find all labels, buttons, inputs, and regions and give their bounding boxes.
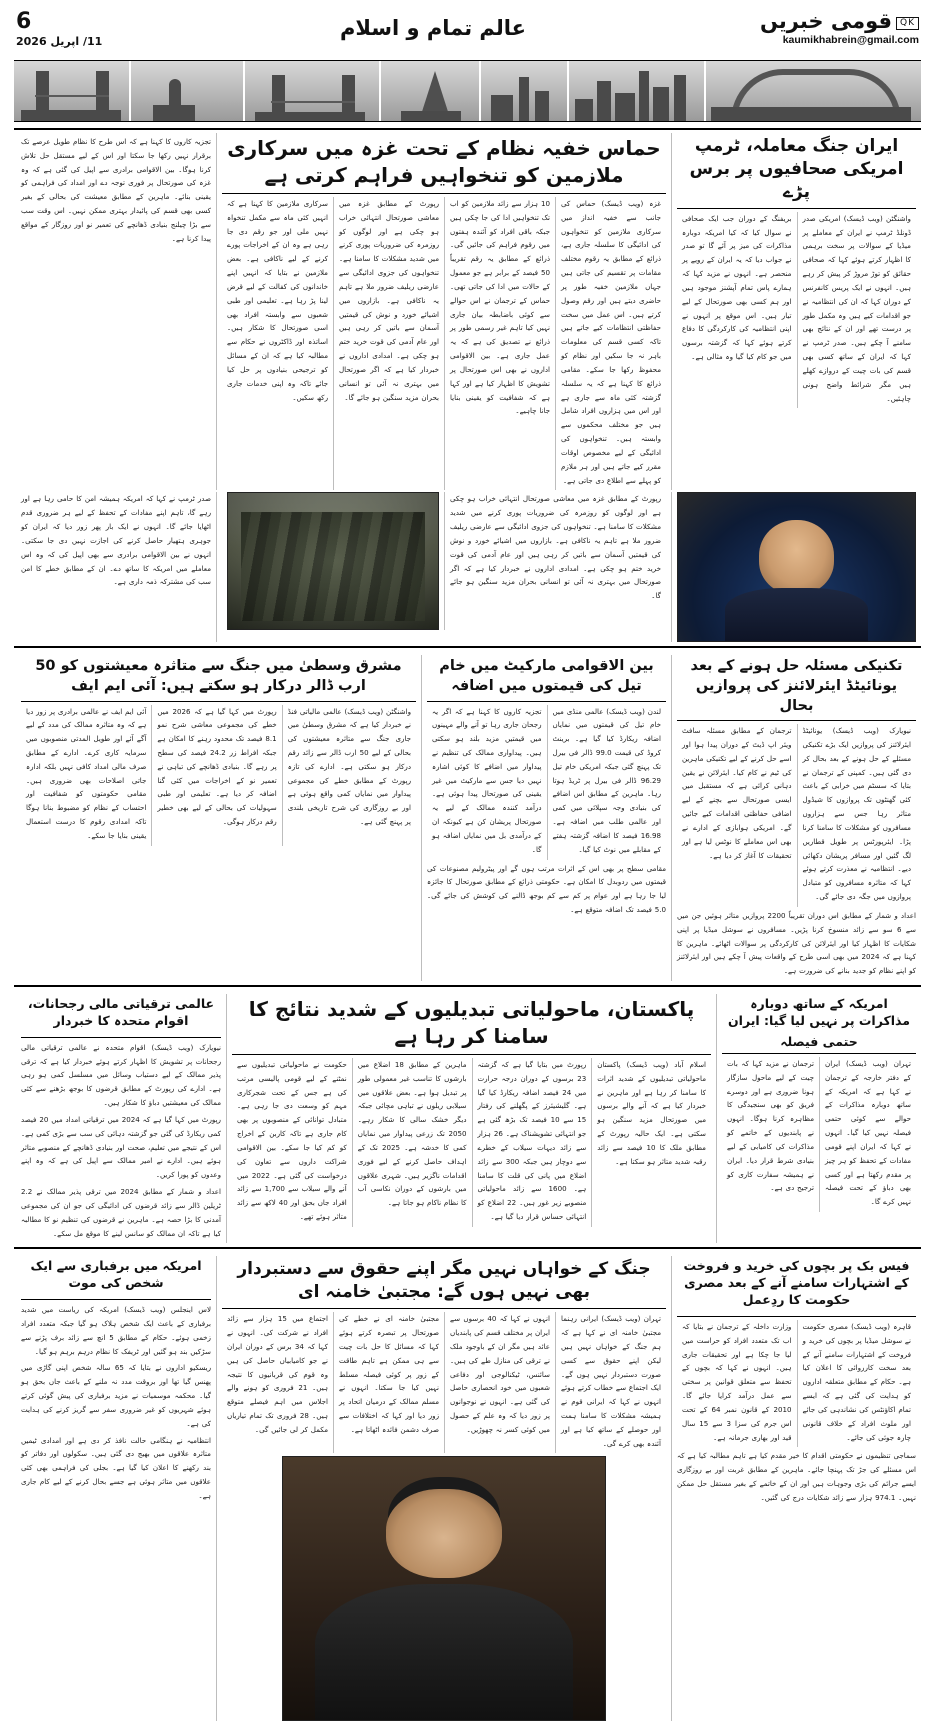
logo-icon: QK [896, 17, 919, 30]
paragraph: انہوں نے کہا کہ 40 برسوں سے ایران پر مختلف قسم کی پابندیاں عائد ہیں مگر ان کے باوجود ملک نے ترقی کی منازل طے کی ہیں۔ سائنس، ٹیکنالوجی اور دفاعی شعبوں میں خود انحصاری حاصل کی گئی ہے۔ انہوں نے نوجوانوں پر زور دیا کہ وہ علم کے حصول میں کوئی کسر نہ چھوڑیں۔ [450, 1314, 550, 1434]
page-meta [16, 10, 106, 48]
paragraph: غزہ (ویب ڈیسک) حماس کی جانب سے خفیہ انداز میں سرکاری ملازمین کو تنخواہوں کی ادائیگی کا سلسلہ جاری ہے، ذرائع کے مطابق یہ رقوم مختلف مقامات پر تقسیم کی جاتی ہیں جہاں ملازمین خفیہ طور پر حاضری دیتے ہیں اور رقم وصول کرتے ہیں۔ اس عمل میں سخت حفاظتی انتظامات کیے جاتے ہیں تاکہ کسی قسم کی معلومات باہر نہ جا سکیں اور نظام کو محفوظ رکھا جا سکے۔ مقامی ذرائع کا کہنا ہے کہ یہ سلسلہ گزشتہ کئی ماہ سے جاری ہے اور اس میں ہزاروں افراد شامل ہیں جو مختلف محکموں سے وابستہ ہیں۔ تنخواہوں کی ادائیگی کے لیے مخصوص اوقات مقرر کیے جاتے ہیں اور ہر ملازم کو پہلے سے اطلاع دی جاتی ہے۔ [561, 199, 661, 485]
paragraph: اجتماع میں 15 ہزار سے زائد افراد نے شرکت کی۔ انہوں نے کہا کہ 34 برس کے دوران ایران نے جو کامیابیاں حاصل کی ہیں وہ قوم کی قربانیوں کا نتیجہ ہیں۔ 21 فروری کو ہونے والے اجلاس میں اہم فیصلے متوقع ہیں۔ 28 فروری تک تمام تیاریاں مکمل کر لی جائیں گی۔ [227, 1314, 328, 1434]
paragraph: سماجی تنظیموں نے حکومتی اقدام کا خیر مقدم کیا ہے تاہم مطالبہ کیا ہے کہ اس مسئلے کی جڑ تک پہنچا جائے۔ ماہرین کے مطابق غربت اور بے روزگاری ایسے جرائم کی بڑی وجوہات ہیں اور ان کے خاتمے کے بغیر مستقل حل ممکن نہیں۔ 974.1 ہزار سے زائد شکایات درج کی گئیں۔ [677, 1451, 916, 1502]
brand-block [760, 10, 919, 46]
paragraph: مجتبیٰ خامنہ ای نے خطے کی صورتحال پر تبصرہ کرتے ہوئے کہا کہ مسائل کا حل بات چیت سے ہی ممکن ہے تاہم طاقت کے زور پر کوئی فیصلہ مسلط نہیں کیا جا سکتا۔ انہوں نے مسلم ممالک کے درمیان اتحاد پر زور دیا اور کہا کہ اختلافات سے صرف دشمن فائدہ اٹھاتا ہے۔ [339, 1314, 439, 1434]
article-egypt-facebook [671, 1256, 921, 1721]
article-oil-prices-headline: بین الاقوامی مارکیٹ میں خام تیل کی قیمتوں میں اضافہ [439, 658, 654, 694]
paragraph: واشنگٹن (ویب ڈیسک) امریکی صدر ڈونلڈ ٹرمپ نے ایران کے معاملے پر میڈیا کے سوالات پر سخت برہمی کا اظہار کرتے ہوئے کہا کہ صحافی حقائق کو توڑ مروڑ کر پیش کر رہے ہیں۔ انہوں نے ایک پریس کانفرنس کے دوران کہا کہ ان کی انتظامیہ نے جو اقدامات کیے ہیں وہ مکمل طور پر درست تھے اور ان کے نتائج بھی سامنے آ چکے ہیں۔ صدر ٹرمپ نے کہا کہ ایران کے ساتھ کسی بھی قسم کی بات چیت کے دروازے کھلے ہیں مگر شرائط واضح ہونی چاہئیں۔ [802, 213, 911, 403]
article-iran-talks-headline: امریکہ کے ساتھ دوبارہ مذاکرات پر نہیں لیا گیا: ایران [728, 995, 910, 1028]
article-imf-middle-east [16, 655, 421, 981]
paragraph: حکومت نے ماحولیاتی تبدیلیوں سے نمٹنے کے لیے قومی پالیسی مرتب کی ہے جس کے تحت شجرکاری مہم کو وسعت دی جا رہی ہے۔ متبادل توانائی کے منصوبوں پر بھی کام جاری ہے تاکہ کاربن کے اخراج کو کم کیا جا سکے۔ بین الاقوامی شراکت داروں سے تعاون کی درخواست کی گئی ہے۔ 2022 میں آنے والے سیلاب سے 1,700 سے زائد افراد جاں بحق اور 40 لاکھ سے زائد متاثر ہوئے تھے۔ [237, 1059, 347, 1222]
photo-cleric [282, 1456, 606, 1721]
photo-trump [677, 492, 916, 642]
article-pakistan-climate [226, 994, 716, 1243]
article-khamenei-headline: جنگ کے خواہاں نہیں مگر اپنے حقوق سے دستبردار بھی نہیں ہوں گے: مجتبیٰ خامنہ ای [237, 1259, 651, 1303]
page-number: 6 [16, 9, 32, 34]
masthead [14, 10, 921, 56]
paragraph: ماہرین کے مطابق 18 اضلاع میں بارشوں کا تناسب غیر معمولی طور پر تبدیل ہوا ہے۔ بعض علاقوں میں سیلابی ریلوں نے تباہی مچائی جبکہ دیگر خشک سالی کا شکار رہے۔ 2050 تک زرعی پیداوار میں نمایاں کمی کا خدشہ ہے۔ 2025 تک کے اہداف حاصل کرنے کے لیے فوری اقدامات ناگزیر ہیں۔ شہری علاقوں میں بارشوں کے دوران نکاسی آب کا نظام ناکام ہو جاتا ہے۔ [357, 1059, 467, 1208]
contact-email: kaumikhabrein@gmail.com [782, 34, 919, 47]
paragraph: ترجمان کے مطابق مسئلہ سافٹ ویئر اپ ڈیٹ کے دوران پیدا ہوا اور اسے حل کرنے کے لیے تکنیکی ماہرین کی ٹیم نے کام کیا۔ ایئرلائن نے یقین دہانی کرائی ہے کہ مستقبل میں ایسی صورتحال سے بچنے کے لیے اضافی حفاظتی اقدامات کیے جائیں گے۔ امریکی ہوابازی کے ادارے نے بھی اس معاملے کا نوٹس لیا ہے اور تحقیقات کا آغاز کر دیا ہے۔ [682, 726, 792, 860]
paragraph: رپورٹ کے مطابق غزہ میں معاشی صورتحال انتہائی خراب ہو چکی ہے اور لوگوں کو روزمرہ کی ضروریات پوری کرنے میں شدید مشکلات کا سامنا ہے۔ تنخواہوں کی جزوی ادائیگی سے عارضی ریلیف ضرور ملا ہے تاہم یہ ناکافی ہے۔ بازاروں میں اشیائے خورد و نوش کی قیمتیں آسمان سے باتیں کر رہی ہیں اور عام آدمی کی قوت خرید ختم ہو چکی ہے۔ امدادی اداروں نے خبردار کیا ہے کہ اگر صورتحال میں بہتری نہ آئی تو انسانی بحران مزید سنگین ہو جائے گا۔ [339, 199, 439, 402]
bottom-section [14, 1253, 921, 1721]
paragraph: وزارت داخلہ کے ترجمان نے بتایا کہ اب تک متعدد افراد کو حراست میں لیا جا چکا ہے اور تحقیقات جاری ہیں۔ انہوں نے کہا کہ بچوں کے تحفظ سے متعلق قوانین پر سختی سے عمل درآمد کرایا جائے گا۔ 2010 کے قانون نمبر 64 کے تحت اس جرم کی سزا 3 سے 15 سال قید اور بھاری جرمانہ ہے۔ [682, 1321, 792, 1442]
paragraph: واشنگٹن (ویب ڈیسک) عالمی مالیاتی فنڈ نے خبردار کیا ہے کہ مشرق وسطیٰ میں جاری جنگ سے متاثرہ معیشتوں کی بحالی کے لیے 50 ارب ڈالر سے زائد رقم درکار ہو سکتی ہے۔ ادارے کی تازہ رپورٹ کے مطابق خطے کی مجموعی پیداوار میں نمایاں کمی واقع ہوئی ہے اور بے روزگاری کی شرح تاریخی بلندی پر پہنچ گئی ہے۔ [287, 706, 412, 827]
paragraph: 10 ہزار سے زائد ملازمین کو اب تک تنخواہیں ادا کی جا چکی ہیں جبکہ باقی افراد کو آئندہ ہفتوں میں رقوم فراہم کی جائیں گی۔ ذرائع کے مطابق یہ رقم تقریباً 50 فیصد کے برابر ہے جو معمول کے حالات میں ادا کی جاتی تھی۔ حماس کے ترجمان نے اس حوالے سے کوئی باضابطہ بیان جاری نہیں کیا تاہم غیر رسمی طور پر ذرائع نے تصدیق کی ہے کہ یہ عمل جاری ہے۔ بین الاقوامی اداروں نے بھی اس صورتحال پر تشویش کا اظہار کیا ہے اور کہا ہے کہ شفافیت کو یقینی بنایا جانا چاہیے۔ [450, 199, 550, 416]
middle-section [14, 652, 921, 981]
top-left-text-column [16, 133, 216, 490]
paragraph: قاہرہ (ویب ڈیسک) مصری حکومت نے سوشل میڈیا پر بچوں کی خرید و فروخت کے اشتہارات سامنے آنے کے بعد سخت کارروائی کا اعلان کیا ہے۔ حکام کے مطابق متعلقہ اداروں کو ہدایت کی گئی ہے کہ ایسے تمام اکاؤنٹس کی نشاندہی کی جائے اور ملوث افراد کے خلاف قانونی چارہ جوئی کی جائے۔ [802, 1321, 911, 1442]
article-hamas-salaries-headline: حماس خفیہ نظام کے تحت غزہ میں سرکاری ملازمین کو تنخواہیں فراہم کرتی ہے [227, 136, 661, 187]
brand-title-row [760, 10, 919, 32]
paragraph: اعداد و شمار کے مطابق 2024 میں ترقی پذیر ممالک نے 2.2 ٹریلین ڈالر سے زائد قرضوں کی ادائیگی کی جو ان کی مجموعی آمدنی کا بڑا حصہ ہے۔ ماہرین نے قرضوں کی تنظیم نو کا مطالبہ کیا ہے تاکہ ان ممالک کو سانس لینے کا موقع مل سکے۔ [21, 1187, 221, 1238]
paragraph: رپورٹ میں کہا گیا ہے کہ 2026 میں خطے کی مجموعی معاشی شرح نمو 8.1 فیصد تک محدود رہنے کا امکان ہے جبکہ افراط زر 24.2 فیصد کی سطح پر رہے گا۔ بنیادی ڈھانچے کی تباہی نے تعمیر نو کے اخراجات میں کئی گنا اضافہ کر دیا ہے۔ تعلیمی اور طبی سہولیات کی بحالی کے لیے بھی خطیر رقم درکار ہوگی۔ [157, 706, 277, 827]
paragraph: صدر ٹرمپ نے کہا کہ امریکہ ہمیشہ امن کا حامی رہا ہے اور رہے گا، تاہم اپنے مفادات کے تحفظ کے لیے ہر ضروری قدم اٹھایا جائے گا۔ انہوں نے ایک بار پھر زور دیا کہ ایران کو جوہری ہتھیار حاصل کرنے کی اجازت نہیں دی جا سکتی۔ انہوں نے بین الاقوامی برادری سے بھی اپیل کی کہ وہ اس معاملے میں امریکہ کا ساتھ دے۔ ان کے مطابق خطے کا امن سب کی مشترکہ ذمہ داری ہے۔ [21, 494, 211, 587]
article-us-snow-headline: امریکہ میں برفباری سے ایک شخص کی موت [30, 1258, 202, 1291]
article-oil-prices [421, 655, 671, 981]
paragraph: لندن (ویب ڈیسک) عالمی منڈی میں خام تیل کی قیمتوں میں نمایاں اضافہ ریکارڈ کیا گیا ہے۔ برینٹ کروڈ کی قیمت 99.0 ڈالر فی بیرل تک پہنچ گئی جبکہ امریکی خام تیل 96.29 ڈالر فی بیرل پر ٹریڈ ہوتا رہا۔ ماہرین کے مطابق اس اضافے کی بنیادی وجہ سپلائی میں کمی اور عالمی طلب میں اضافہ ہے۔ 16.98 فیصد کا اضافہ گزشتہ ہفتے کے مقابلے میں نوٹ کیا گیا۔ [552, 706, 661, 854]
article-us-snow [16, 1256, 216, 1721]
paragraph: بریفنگ کے دوران جب ایک صحافی نے سوال کیا کہ کیا امریکہ دوبارہ مذاکرات کی میز پر آئے گا تو صدر نے جواب دیا کہ یہ ایران کے رویے پر منحصر ہے۔ انہوں نے مزید کہا کہ ہمارے پاس تمام آپشنز موجود ہیں اور ہم کسی بھی صورتحال کے لیے تیار ہیں۔ اس موقع پر انہوں نے اپنی انتظامیہ کی کارکردگی کا دفاع کرتے ہوئے کہا کہ گزشتہ برسوں میں جو کام کیا گیا وہ مثالی ہے۔ [682, 213, 792, 362]
article-khamenei [216, 1256, 671, 1721]
paragraph: آئی ایم ایف نے عالمی برادری پر زور دیا ہے کہ وہ متاثرہ ممالک کی مدد کے لیے آگے آئے اور طویل المدتی منصوبوں میں سرمایہ کاری کرے۔ ادارے کے مطابق صرف مالی امداد کافی نہیں بلکہ ادارہ جاتی اصلاحات بھی ضروری ہیں۔ مقامی حکومتوں کو شفافیت اور احتساب کے نظام کو مضبوط بنانا ہوگا تاکہ امدادی رقوم کا درست استعمال یقینی بنایا جا سکے۔ [26, 706, 147, 840]
paragraph: تہران (ویب ڈیسک) ایران کے دفتر خارجہ کے ترجمان نے کہا ہے کہ امریکہ کے ساتھ دوبارہ مذاکرات کے حوالے سے کوئی حتمی فیصلہ نہیں کیا گیا۔ انہوں نے کہا کہ ایران اپنے قومی مفادات کے تحفظ کو ہر چیز پر مقدم رکھتا ہے اور کسی بھی دباؤ کے تحت فیصلہ نہیں کرے گا۔ [825, 1058, 911, 1207]
paragraph: رپورٹ کے مطابق غزہ میں معاشی صورتحال انتہائی خراب ہو چکی ہے اور لوگوں کو روزمرہ کی ضروریات پوری کرنے میں شدید مشکلات کا سامنا ہے۔ تنخواہوں کی جزوی ادائیگی سے عارضی ریلیف ضرور ملا ہے تاہم یہ ناکافی ہے۔ بازاروں میں اشیائے خورد و نوش کی قیمتیں آسمان سے باتیں کر رہی ہیں اور عام آدمی کی قوت خرید ختم ہو چکی ہے۔ امدادی اداروں نے خبردار کیا ہے کہ اگر صورتحال میں بہتری نہ آئی تو انسانی بحران مزید سنگین ہو جائے گا۔ [450, 494, 661, 601]
paragraph: رپورٹ میں بتایا گیا ہے کہ گزشتہ 23 برسوں کے دوران درجہ حرارت میں 24 فیصد اضافہ ریکارڈ کیا گیا ہے۔ گلیشیئرز کے پگھلنے کی رفتار 15 سے 10 فیصد تک بڑھ گئی ہے جو انتہائی تشویشناک ہے۔ 26 ہزار سے زائد دیہات سیلاب کے خطرے سے دوچار ہیں جبکہ 300 سے زائد اضلاع میں پانی کی قلت کا سامنا ہے۔ 1600 سے زائد ماحولیاتی منصوبے زیر غور ہیں۔ 22 اضلاع کو انتہائی حساس قرار دیا گیا ہے۔ [477, 1059, 587, 1222]
paragraph: ریسکیو اداروں نے بتایا کہ 65 سالہ شخص اپنی گاڑی میں پھنس گیا تھا اور بروقت مدد نہ ملنے کے باعث جاں بحق ہو گیا۔ محکمہ موسمیات نے مزید برفباری کی پیش گوئی کرتے ہوئے شہریوں کو غیر ضروری سفر سے گریز کرنے کی ہدایت کی ہے۔ [21, 1363, 211, 1428]
article-united-airlines-headline: تکنیکی مسئلہ حل ہونے کے بعد یونائیٹڈ ایئرلائنز کی پروازیں بحال [690, 658, 903, 714]
article-egypt-facebook-headline: فیس بک پر بچوں کی خرید و فروخت کے اشتہارات سامنے آنے کے بعد مصری حکومت کا ردِعمل [683, 1258, 910, 1308]
article-iran-trump-headline: ایران جنگ معاملہ، ٹرمپ امریکی صحافیوں پر برس پڑے [689, 136, 904, 202]
paragraph: تہران (ویب ڈیسک) ایرانی رہنما مجتبیٰ خامنہ ای نے کہا ہے کہ ہم جنگ کے خواہاں نہیں ہیں لیکن اپنے حقوق سے کسی صورت دستبردار نہیں ہوں گے۔ ایک اجتماع سے خطاب کرتے ہوئے انہوں نے کہا کہ ایرانی قوم نے ہمیشہ مشکلات کا سامنا ہمت اور حوصلے کے ساتھ کیا ہے اور آئندہ بھی کرے گی۔ [561, 1314, 661, 1448]
paragraph: نیویارک (ویب ڈیسک) اقوام متحدہ نے عالمی ترقیاتی مالی رجحانات پر تشویش کا اظہار کرتے ہوئے خبردار کیا ہے کہ ترقی پذیر ممالک کے لیے دستیاب وسائل میں مسلسل کمی ہو رہی ہے۔ ادارے کی رپورٹ کے مطابق قرضوں کا بوجھ بڑھنے سے کئی ممالک کی معیشتیں دباؤ کا شکار ہیں۔ [21, 1042, 221, 1108]
article-imf-headline: مشرق وسطیٰ میں جنگ سے متاثرہ معیشتوں کو 50 ارب ڈالر درکار ہو سکتے ہیں: آئی ایم ایف [35, 658, 402, 694]
page-title: عالم تمام و اسلام [339, 16, 526, 40]
paragraph: رپورٹ میں کہا گیا ہے کہ 2024 میں ترقیاتی امداد میں 20 فیصد کمی ریکارڈ کی گئی جو گزشتہ دہائی کی سب سے بڑی کمی ہے۔ اس کے نتیجے میں تعلیم، صحت اور بنیادی ڈھانچے کے منصوبے متاثر ہوئے ہیں۔ ادارے نے امیر ممالک سے اپیل کی ہے کہ وہ اپنے وعدوں کو پورا کریں۔ [21, 1114, 221, 1180]
paragraph: نیویارک (ویب ڈیسک) یونائیٹڈ ایئرلائنز کی پروازیں ایک بڑے تکنیکی مسئلے کے حل ہونے کے بعد بحال کر دی گئی ہیں۔ کمپنی کے ترجمان نے بتایا کہ سسٹم میں خرابی کے باعث کئی گھنٹوں تک پروازوں کا شیڈول متاثر رہا جس سے ہزاروں مسافروں کو مشکلات کا سامنا کرنا پڑا۔ ایئرپورٹس پر طویل قطاریں لگ گئیں اور مسافر پریشان دکھائی دیے۔ انتظامیہ نے معذرت کرتے ہوئے کہا کہ متاثرہ مسافروں کو متبادل پروازوں میں جگہ دی جائے گی۔ [802, 726, 911, 902]
paragraph: تجزیہ کاروں کا کہنا ہے کہ اس طرح کا نظام طویل عرصے تک برقرار نہیں رکھا جا سکتا اور اس کے لیے مستقل حل تلاش کرنا ہوگا۔ بین الاقوامی برادری سے اپیل کی گئی ہے کہ وہ غزہ کی صورتحال پر فوری توجہ دے اور امداد کی فراہمی کو یقینی بنائے۔ ماہرین کے مطابق معیشت کی بحالی کے بغیر کسی بھی قسم کی پائیدار بہتری ممکن نہیں۔ اس وقت سب سے بڑا چیلنج بنیادی ڈھانچے کی تعمیر نو اور روزگار کے مواقع پیدا کرنا ہے۔ [21, 137, 211, 243]
paragraph: اسلام آباد (ویب ڈیسک) پاکستان ماحولیاتی تبدیلیوں کے شدید اثرات کا سامنا کر رہا ہے اور ماہرین نے خبردار کیا ہے کہ آنے والے برسوں میں صورتحال مزید سنگین ہو سکتی ہے۔ ایک حالیہ رپورٹ کے مطابق ملک کا 10 فیصد سے زائد رقبہ شدید متاثر ہو سکتا ہے۔ [597, 1059, 706, 1166]
paragraph: ترجمان نے مزید کہا کہ بات چیت کے لیے ماحول سازگار ہونا ضروری ہے اور دوسرے فریق کو بھی سنجیدگی کا مظاہرہ کرنا ہوگا۔ انہوں نے پابندیوں کے خاتمے کو مذاکرات کی کامیابی کے لیے بنیادی شرط قرار دیا۔ ایران نے ہمیشہ سفارت کاری کو ترجیح دی ہے۔ [727, 1058, 814, 1193]
article-iran-talks [716, 994, 921, 1243]
photo-militants [227, 492, 439, 630]
paragraph: سرکاری ملازمین کا کہنا ہے کہ انہیں کئی ماہ سے مکمل تنخواہ نہیں ملی اور جو رقم دی جا رہی ہے وہ ان کے اخراجات پورے کرنے کے لیے ناکافی ہے۔ بعض ملازمین نے بتایا کہ انہیں اپنے خاندانوں کی کفالت کے لیے قرض لینا پڑ رہا ہے۔ تعلیمی اور طبی شعبوں سے وابستہ افراد بھی اسی صورتحال کا شکار ہیں۔ اساتذہ اور ڈاکٹروں نے حکام سے مطالبہ کیا ہے کہ ان کے مسائل کو ترجیحی بنیادوں پر حل کیا جائے تاکہ وہ اپنی خدمات جاری رکھ سکیں۔ [227, 199, 328, 402]
publication-date: 11/ اپریل 2026 [16, 35, 103, 49]
paragraph: انتظامیہ نے ہنگامی حالت نافذ کر دی ہے اور امدادی ٹیمیں متاثرہ علاقوں میں بھیج دی گئی ہیں۔ سکولوں اور دفاتر کو بند رکھنے کا اعلان کیا گیا ہے۔ بجلی کی فراہمی بھی کئی علاقوں میں متاثر ہوئی ہے جسے بحال کرنے کے لیے کام جاری ہے۔ [21, 1435, 211, 1500]
paragraph: لاس اینجلس (ویب ڈیسک) امریکہ کی ریاست میں شدید برفباری کے باعث ایک شخص ہلاک ہو گیا جبکہ متعدد افراد زخمی ہوئے۔ حکام کے مطابق 5 انچ سے زائد برف پڑنے سے سڑکیں بند ہو گئیں اور ٹریفک کا نظام درہم برہم ہو گیا۔ [21, 1305, 211, 1356]
article-un-development-finance [16, 994, 226, 1243]
article-pakistan-climate-headline: پاکستان، ماحولیاتی تبدیلیوں کے شدید نتائج کا سامنا کر رہا ہے [248, 996, 695, 1048]
skyline-banner-image [14, 60, 921, 122]
article-hamas-salaries [216, 133, 671, 490]
article-united-airlines [671, 655, 921, 981]
article-un-development-headline: عالمی ترقیاتی مالی رجحانات، اقوام متحدہ کا خبردار [27, 995, 215, 1028]
paragraph: مقامی سطح پر بھی اس کے اثرات مرتب ہوں گے اور پیٹرولیم مصنوعات کی قیمتوں میں ردوبدل کا امکان ہے۔ حکومتی ذرائع کے مطابق صورتحال کا جائزہ لیا جا رہا ہے اور عوام پر کم سے کم بوجھ ڈالنے کی کوشش کی جائے گی۔ 5.0 فیصد تک اضافہ متوقع ہے۔ [427, 863, 666, 915]
paragraph: تجزیہ کاروں کا کہنا ہے کہ اگر یہ رجحان جاری رہا تو آنے والے مہینوں میں قیمتیں مزید بلند ہو سکتی ہیں۔ پیداواری ممالک کی تنظیم نے پیداوار میں اضافے کا کوئی اشارہ نہیں دیا جس سے مارکیٹ میں غیر یقینی کی صورتحال پیدا ہوئی ہے۔ درآمد کنندہ ممالک کے لیے یہ صورتحال پریشان کن ہے کیونکہ ان کے درآمدی بل میں نمایاں اضافہ ہو گا۔ [432, 706, 542, 854]
lower-section [14, 991, 921, 1243]
article-iran-talks-subhead: حتمی فیصلہ [780, 1033, 858, 1049]
top-section [14, 130, 921, 642]
paragraph: اعداد و شمار کے مطابق اس دوران تقریباً 2200 پروازیں متاثر ہوئیں جن میں سے 6 سو سے زائد منسوخ کرنا پڑیں۔ مسافروں نے سوشل میڈیا پر اپنی شکایات کا اظہار کیا اور ایئرلائن کی کارکردگی پر سوالات اٹھائے۔ ماہرین کا کہنا ہے کہ 2024 میں بھی اسی طرح کے واقعات پیش آ چکے ہیں اور ایئرلائنز کو اپنے نظام کو جدید بنانے کی ضرورت ہے۔ [677, 910, 916, 976]
article-iran-trump [671, 133, 921, 490]
brand-title: قومی خبریں [759, 9, 892, 33]
